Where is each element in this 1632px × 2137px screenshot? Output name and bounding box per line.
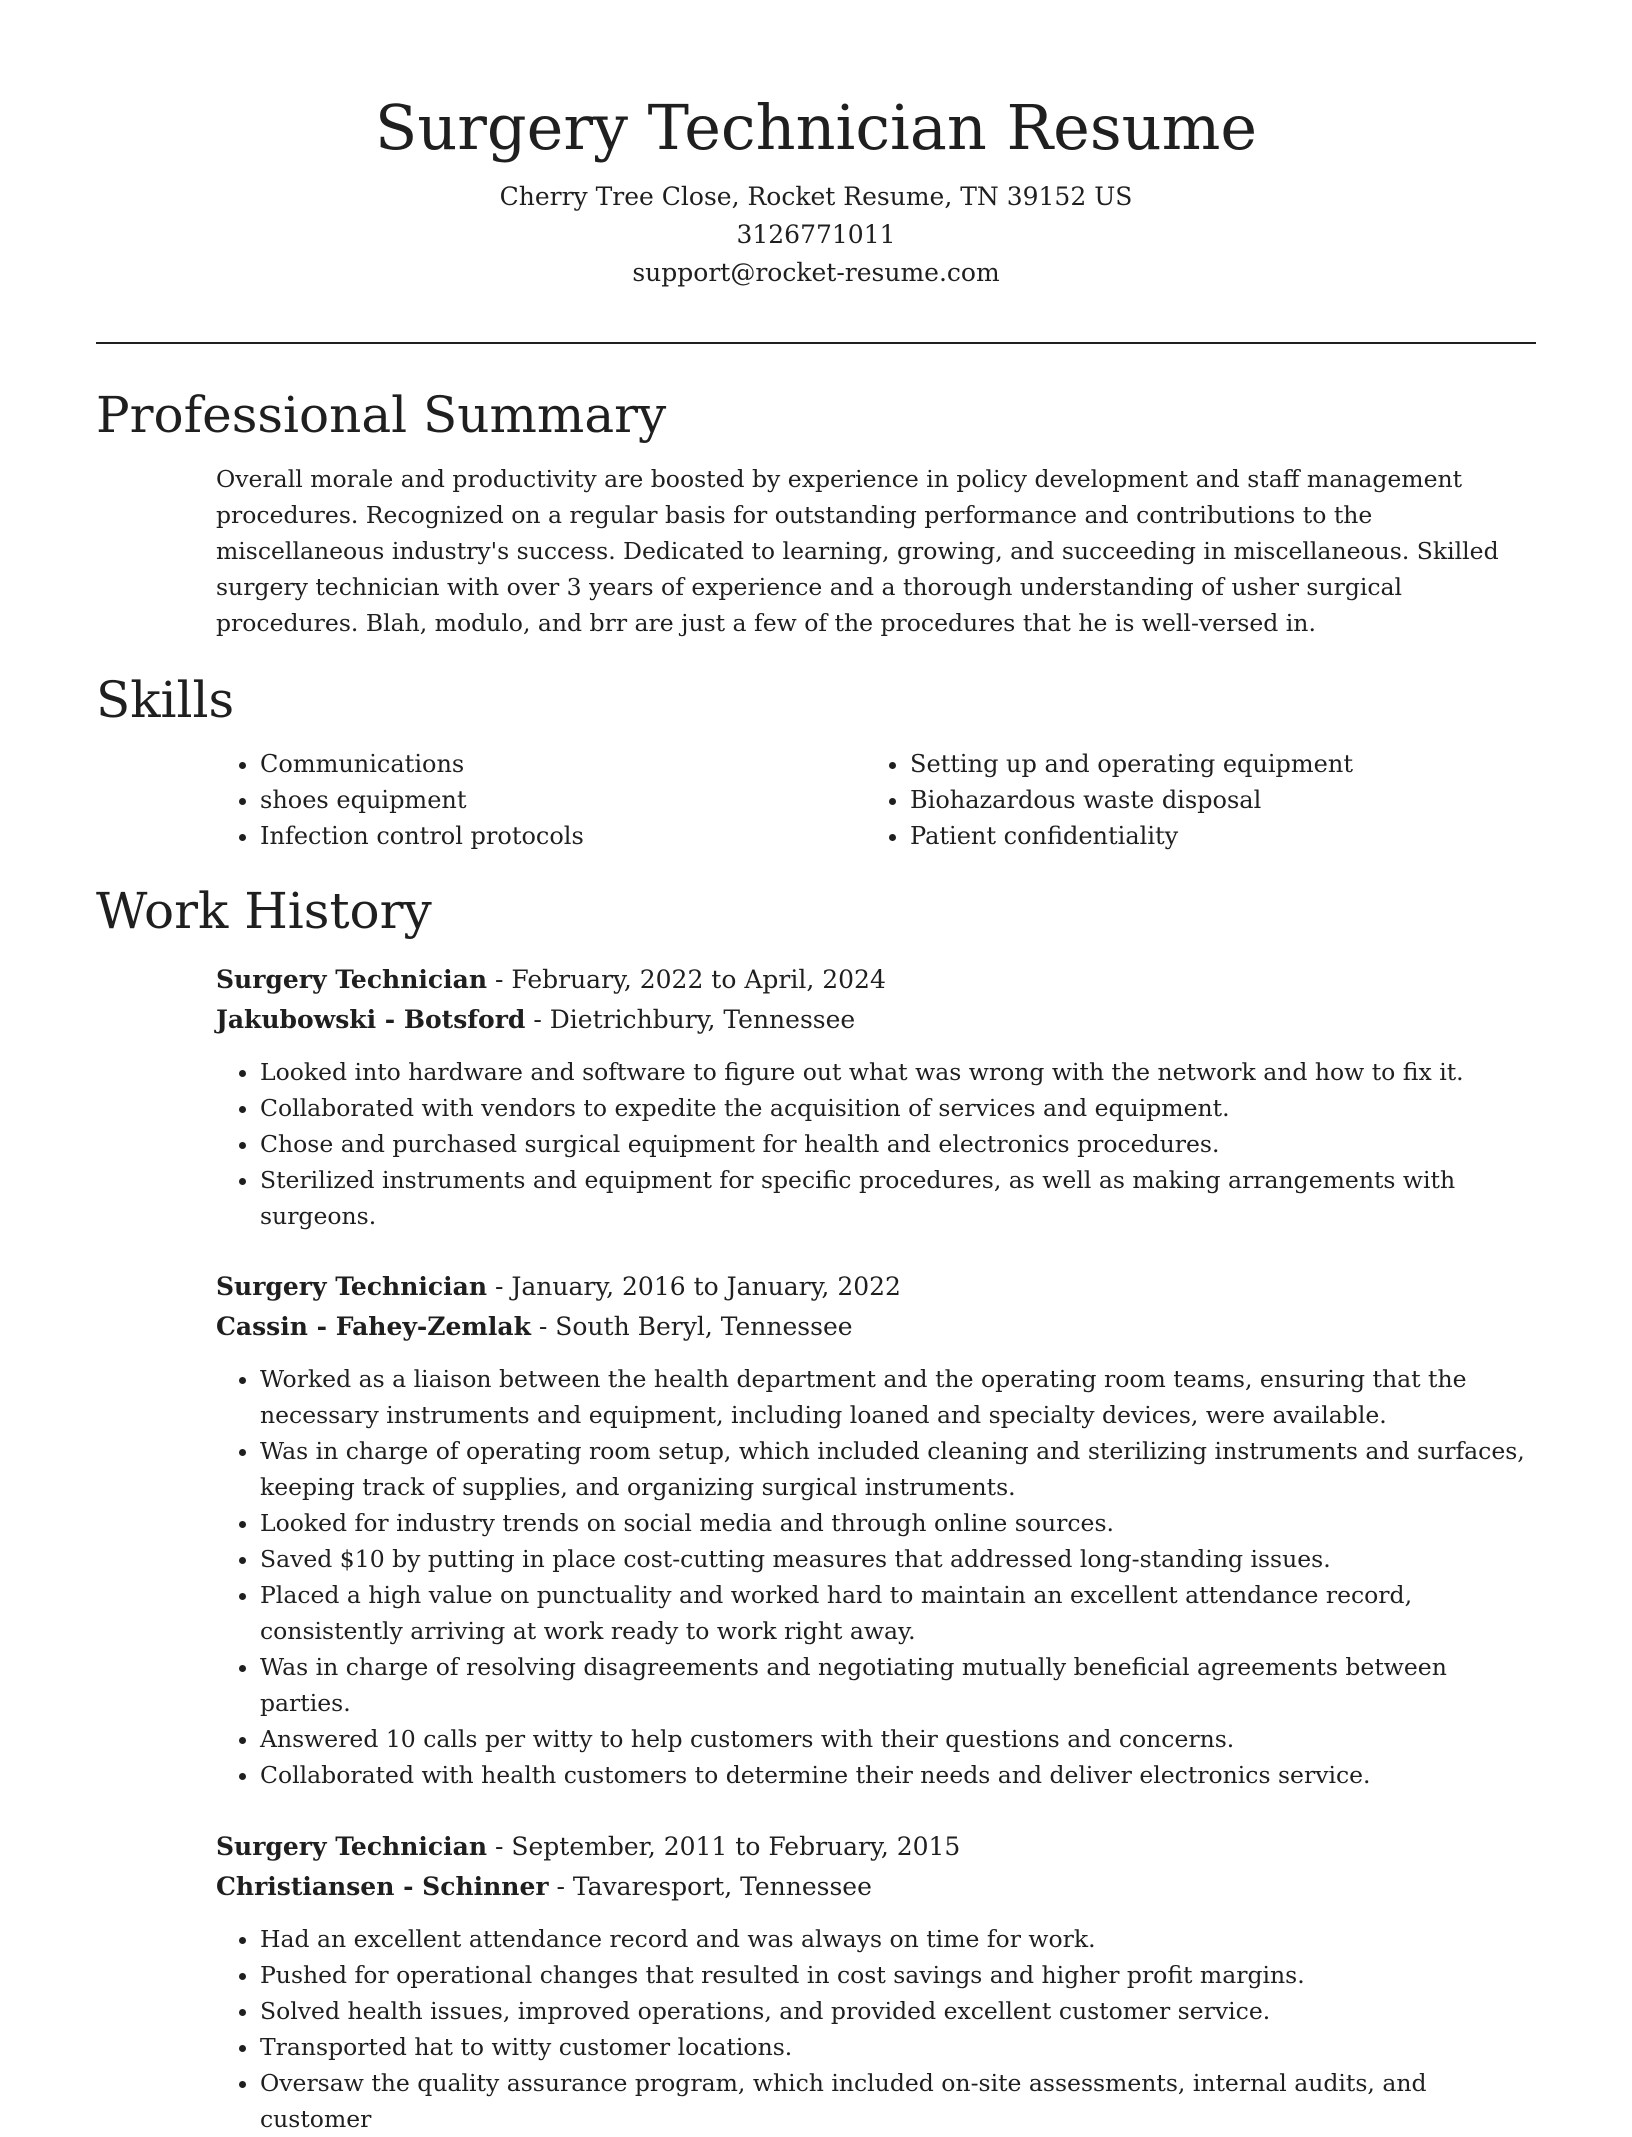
job-dates: January, 2016 to January, 2022	[511, 1272, 901, 1301]
job-bullet: • Transported hat to witty customer locations.	[260, 2029, 1538, 2065]
job-bullet: • Had an excellent attendance record and was always on time for work.	[260, 1921, 1538, 1957]
job-bullet: • Pushed for operational changes that resulted in cost savings and higher profit margins.	[260, 1957, 1538, 1993]
skill-item: • Setting up and operating equipment	[910, 746, 1580, 782]
job-bullet: • Sterilized instruments and equipment for specific procedures, as well as making arrangements with surgeons.	[260, 1162, 1538, 1234]
skills-column-left	[216, 746, 860, 854]
job-separator: -	[487, 1832, 512, 1861]
phone-line: 3126771011	[736, 220, 896, 249]
job-bullets	[216, 1054, 1538, 1234]
job-bullets	[216, 1921, 1538, 2137]
email-line: support@rocket-resume.com	[632, 258, 1000, 287]
skill-item: • Biohazardous waste disposal	[910, 782, 1580, 818]
job-company: Jakubowski - Botsford	[216, 1005, 526, 1034]
job-dates: September, 2011 to February, 2015	[511, 1832, 961, 1861]
job-bullet: • Worked as a liaison between the health department and the operating room teams, ensuring that the necessary instruments and equipment, including loaned and specialty devices, were available.	[260, 1361, 1538, 1433]
job-dates: February, 2022 to April, 2024	[511, 965, 886, 994]
job-title: Surgery Technician	[216, 1832, 487, 1861]
skills-list	[216, 746, 1536, 866]
job-entry	[216, 960, 1538, 1234]
job-bullet: • Placed a high value on punctuality and worked hard to maintain an excellent attendance record, consistently arriving at work ready to work right away.	[260, 1577, 1538, 1649]
job-bullet: • Was in charge of resolving disagreements and negotiating mutually beneficial agreements between parties.	[260, 1649, 1538, 1721]
job-bullet: • Collaborated with vendors to expedite the acquisition of services and equipment.	[260, 1090, 1538, 1126]
job-bullets	[216, 1361, 1538, 1793]
job-bullet: • Looked into hardware and software to figure out what was wrong with the network and how to fix it.	[260, 1054, 1538, 1090]
address-line: Cherry Tree Close, Rocket Resume, TN 39152 US	[499, 182, 1133, 211]
job-company: Christiansen - Schinner	[216, 1872, 549, 1901]
skill-item: • Communications	[260, 746, 860, 782]
job-entry	[216, 1827, 1538, 2137]
job-company: Cassin - Fahey-Zemlak	[216, 1312, 531, 1341]
work-history-heading: Work History	[96, 882, 432, 940]
job-location: Dietrichbury, Tennessee	[549, 1005, 856, 1034]
job-title-line	[216, 1267, 1538, 1307]
skill-item: • Patient confidentiality	[910, 818, 1580, 854]
job-title-line	[216, 1827, 1538, 1867]
job-location: Tavaresport, Tennessee	[572, 1872, 872, 1901]
job-bullet: • Solved health issues, improved operations, and provided excellent customer service.	[260, 1993, 1538, 2029]
job-location: South Beryl, Tennessee	[555, 1312, 853, 1341]
contact-block	[96, 178, 1536, 292]
skills-column-right	[866, 746, 1580, 854]
job-bullet: • Looked for industry trends on social media and through online sources.	[260, 1505, 1538, 1541]
job-company-line	[216, 1000, 1538, 1040]
job-entry	[216, 1267, 1538, 1793]
job-bullet: • Was in charge of operating room setup, which included cleaning and sterilizing instruments and surfaces, keeping track of supplies, and organizing surgical instruments.	[260, 1433, 1538, 1505]
job-bullet: • Answered 10 calls per witty to help customers with their questions and concerns.	[260, 1721, 1538, 1757]
resume-header	[96, 78, 1536, 292]
job-separator: -	[487, 1272, 512, 1301]
job-bullet: • Collaborated with health customers to determine their needs and deliver electronics service.	[260, 1757, 1538, 1793]
job-separator: -	[525, 1005, 550, 1034]
job-bullet: • Saved $10 by putting in place cost-cutting measures that addressed long-standing issues.	[260, 1541, 1538, 1577]
job-company-line	[216, 1867, 1538, 1907]
header-divider	[96, 342, 1536, 344]
professional-summary-heading: Professional Summary	[96, 386, 667, 444]
job-separator: -	[530, 1312, 556, 1341]
resume-title: Surgery Technician Resume	[374, 91, 1258, 164]
skills-heading: Skills	[96, 671, 235, 729]
job-title-line	[216, 960, 1538, 1000]
job-title: Surgery Technician	[216, 1272, 487, 1301]
skill-item: • Infection control protocols	[260, 818, 860, 854]
job-bullet: • Oversaw the quality assurance program, which included on-site assessments, internal audits, and customer	[260, 2065, 1538, 2137]
job-separator: -	[548, 1872, 573, 1901]
job-title: Surgery Technician	[216, 965, 487, 994]
job-separator: -	[487, 965, 512, 994]
professional-summary-text: Overall morale and productivity are boosted by experience in policy development and staff management procedures. Recognized on a regular basis for outstanding performance and contributions to the miscellaneous industry's success. Dedicated to learning, growing, and succeeding in miscellaneous. Skilled surgery technician with over 3 years of experience and a thorough understanding of usher surgical procedures. Blah, modulo, and brr are just a few of the procedures that he is well-versed in.	[216, 465, 1499, 637]
job-company-line	[216, 1307, 1538, 1347]
skill-item: • shoes equipment	[260, 782, 860, 818]
job-bullet: • Chose and purchased surgical equipment for health and electronics procedures.	[260, 1126, 1538, 1162]
